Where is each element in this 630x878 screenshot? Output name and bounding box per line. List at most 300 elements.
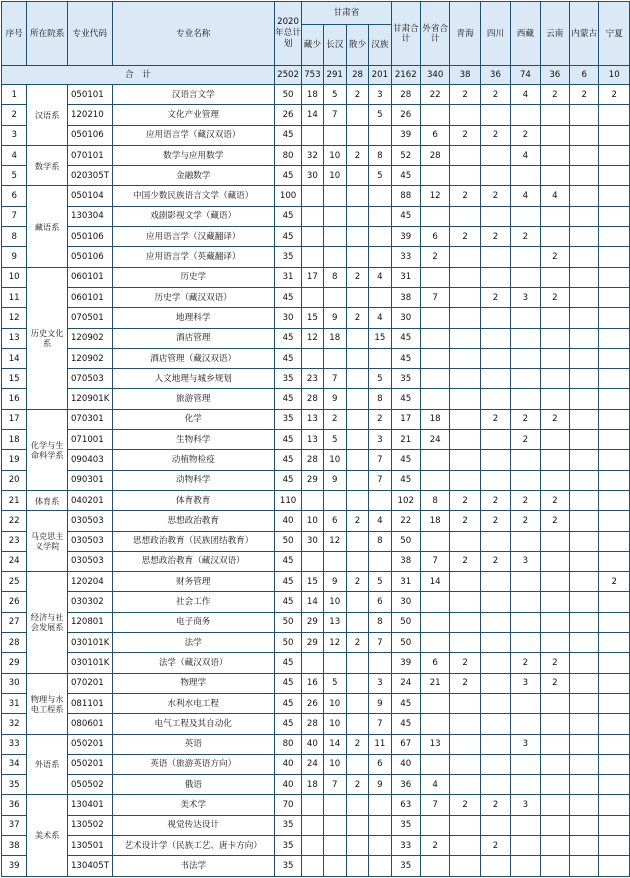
quota-cell (346, 125, 368, 145)
table-row (2, 450, 630, 470)
quota-cell: 63 (391, 795, 420, 815)
quota-cell: 36 (391, 775, 420, 795)
row-number: 10 (2, 267, 27, 287)
quota-cell: 18 (420, 409, 449, 429)
quota-cell (323, 835, 346, 855)
quota-cell (570, 247, 599, 267)
quota-cell (570, 592, 599, 612)
quota-cell (346, 430, 368, 450)
quota-cell (369, 835, 391, 855)
quota-cell: 21 (420, 673, 449, 693)
quota-cell (420, 693, 449, 713)
quota-cell (540, 470, 569, 490)
quota-cell (346, 531, 368, 551)
quota-cell: 30 (274, 308, 301, 328)
quota-cell (420, 531, 449, 551)
quota-cell (450, 206, 480, 226)
quota-cell: 5 (369, 572, 391, 592)
quota-cell (599, 409, 630, 429)
quota-cell: 35 (274, 247, 301, 267)
quota-cell: 28 (420, 145, 449, 165)
quota-cell (420, 348, 449, 368)
table-row (2, 227, 630, 247)
quota-cell: 17 (302, 267, 323, 287)
total-row (2, 66, 630, 85)
quota-cell (570, 308, 599, 328)
quota-cell (302, 795, 323, 815)
quota-cell (570, 145, 599, 165)
header-province: 西藏 (511, 2, 540, 66)
quota-cell: 45 (391, 693, 420, 713)
quota-cell (369, 125, 391, 145)
header-plan: 2020年总计划 (274, 2, 301, 66)
quota-cell (511, 389, 540, 409)
quota-cell: 3 (511, 287, 540, 307)
quota-cell (480, 369, 510, 389)
quota-cell: 22 (391, 511, 420, 531)
quota-cell (450, 328, 480, 348)
quota-cell: 2 (480, 409, 510, 429)
quota-cell (599, 795, 630, 815)
quota-cell (570, 572, 599, 592)
quota-cell: 2 (599, 85, 630, 105)
quota-cell (570, 348, 599, 368)
major-name: 思想政治教育 (112, 511, 274, 531)
quota-cell (511, 308, 540, 328)
header-province: 宁夏 (599, 2, 630, 66)
quota-cell (420, 105, 449, 125)
quota-cell: 24 (302, 754, 323, 774)
major-code: 070201 (67, 673, 112, 693)
table-row (2, 673, 630, 693)
quota-cell: 8 (420, 490, 449, 510)
quota-cell (511, 612, 540, 632)
quota-cell (570, 653, 599, 673)
quota-cell: 10 (323, 754, 346, 774)
quota-cell (599, 348, 630, 368)
row-number: 6 (2, 186, 27, 206)
quota-cell: 3 (369, 673, 391, 693)
quota-cell (480, 348, 510, 368)
dept-cell: 经济与社会发展系 (27, 572, 68, 673)
quota-cell: 26 (302, 693, 323, 713)
quota-cell: 7 (323, 105, 346, 125)
quota-cell (302, 206, 323, 226)
quota-cell (599, 511, 630, 531)
table-row (2, 551, 630, 571)
table-row (2, 693, 630, 713)
quota-cell (480, 775, 510, 795)
quota-cell: 35 (274, 369, 301, 389)
quota-cell (346, 105, 368, 125)
quota-cell (480, 633, 510, 653)
header-gansu-sub: 汉族 (369, 25, 391, 66)
quota-cell: 52 (391, 145, 420, 165)
quota-cell: 35 (274, 409, 301, 429)
quota-cell (599, 389, 630, 409)
quota-cell: 12 (420, 186, 449, 206)
header-province: 四川 (480, 2, 510, 66)
major-code: 070101 (67, 145, 112, 165)
major-code: 030101K (67, 633, 112, 653)
quota-cell (540, 430, 569, 450)
enrollment-plan-table (1, 1, 630, 877)
quota-cell (480, 754, 510, 774)
quota-cell (450, 714, 480, 734)
row-number: 7 (2, 206, 27, 226)
quota-cell (540, 835, 569, 855)
table-body (2, 66, 630, 877)
quota-cell: 38 (391, 551, 420, 571)
quota-cell (570, 612, 599, 632)
quota-cell (480, 856, 510, 876)
major-name: 数学与应用数学 (112, 145, 274, 165)
quota-cell (346, 450, 368, 470)
quota-cell: 2 (323, 409, 346, 429)
quota-cell (570, 856, 599, 876)
quota-cell (511, 633, 540, 653)
quota-cell (346, 835, 368, 855)
quota-cell (570, 511, 599, 531)
quota-cell: 9 (369, 693, 391, 713)
quota-cell (511, 267, 540, 287)
quota-cell: 10 (323, 592, 346, 612)
dept-cell: 汉语系 (27, 85, 68, 146)
quota-cell (599, 490, 630, 510)
quota-cell: 39 (391, 125, 420, 145)
quota-cell (599, 166, 630, 186)
quota-cell: 2 (450, 227, 480, 247)
quota-cell: 2 (450, 673, 480, 693)
quota-cell: 2 (346, 308, 368, 328)
table-row (2, 430, 630, 450)
quota-cell (420, 206, 449, 226)
total-cell: 201 (369, 66, 391, 85)
quota-cell (450, 267, 480, 287)
quota-cell (302, 287, 323, 307)
quota-cell (599, 592, 630, 612)
quota-cell: 5 (369, 105, 391, 125)
quota-cell: 35 (274, 856, 301, 876)
quota-cell (570, 206, 599, 226)
table-row (2, 531, 630, 551)
major-name: 电气工程及其自动化 (112, 714, 274, 734)
dept-cell: 物理与水电工程系 (27, 673, 68, 734)
quota-cell: 5 (323, 85, 346, 105)
quota-cell: 13 (420, 734, 449, 754)
quota-cell: 67 (391, 734, 420, 754)
quota-cell: 45 (274, 206, 301, 226)
quota-cell (420, 856, 449, 876)
quota-cell (420, 450, 449, 470)
quota-cell: 30 (302, 166, 323, 186)
major-name: 金融数学 (112, 166, 274, 186)
row-number: 24 (2, 551, 27, 571)
major-name: 汉语言文学 (112, 85, 274, 105)
quota-cell: 7 (323, 775, 346, 795)
quota-cell: 35 (391, 856, 420, 876)
quota-cell: 45 (274, 592, 301, 612)
quota-cell: 12 (323, 531, 346, 551)
header-gansu-sub: 散少 (346, 25, 368, 66)
quota-cell (346, 815, 368, 835)
major-name: 生物科学 (112, 430, 274, 450)
dept-cell: 数学系 (27, 145, 68, 186)
quota-cell: 45 (391, 714, 420, 734)
quota-cell (570, 450, 599, 470)
major-name: 动植物检疫 (112, 450, 274, 470)
table-row (2, 206, 630, 226)
major-name: 英语 (112, 734, 274, 754)
quota-cell: 2 (450, 125, 480, 145)
quota-cell: 50 (274, 612, 301, 632)
quota-cell (480, 430, 510, 450)
quota-cell: 45 (391, 328, 420, 348)
quota-cell: 11 (369, 734, 391, 754)
table-row (2, 592, 630, 612)
quota-cell (570, 673, 599, 693)
quota-cell: 45 (274, 328, 301, 348)
quota-cell (420, 815, 449, 835)
major-code: 030503 (67, 551, 112, 571)
row-number: 35 (2, 775, 27, 795)
quota-cell (599, 714, 630, 734)
table-row (2, 145, 630, 165)
quota-cell: 24 (391, 673, 420, 693)
quota-cell (599, 835, 630, 855)
quota-cell: 14 (302, 105, 323, 125)
quota-cell: 29 (302, 612, 323, 632)
table-row (2, 795, 630, 815)
quota-cell: 7 (369, 633, 391, 653)
major-name: 法学（藏汉双语） (112, 653, 274, 673)
quota-cell: 23 (302, 369, 323, 389)
quota-cell: 45 (274, 572, 301, 592)
quota-cell (346, 673, 368, 693)
quota-cell: 7 (420, 551, 449, 571)
quota-cell (511, 328, 540, 348)
quota-cell (599, 551, 630, 571)
table-row (2, 734, 630, 754)
quota-cell (420, 166, 449, 186)
quota-cell (511, 572, 540, 592)
quota-cell: 2 (540, 673, 569, 693)
quota-cell (511, 450, 540, 470)
quota-cell (511, 470, 540, 490)
quota-cell (420, 612, 449, 632)
quota-cell: 4 (511, 145, 540, 165)
quota-cell: 29 (302, 633, 323, 653)
major-name: 动物科学 (112, 470, 274, 490)
quota-cell (599, 653, 630, 673)
quota-cell (323, 795, 346, 815)
quota-cell: 40 (274, 754, 301, 774)
header-province: 内蒙古 (570, 2, 599, 66)
quota-cell (570, 470, 599, 490)
quota-cell: 8 (323, 267, 346, 287)
quota-cell: 3 (511, 673, 540, 693)
quota-cell: 7 (420, 287, 449, 307)
quota-cell: 5 (369, 166, 391, 186)
quota-cell (599, 227, 630, 247)
quota-cell: 2 (480, 795, 510, 815)
table-row (2, 856, 630, 876)
row-number: 31 (2, 693, 27, 713)
major-code: 120204 (67, 572, 112, 592)
quota-cell: 2 (570, 85, 599, 105)
quota-cell (480, 714, 510, 734)
row-number: 8 (2, 227, 27, 247)
quota-cell (420, 714, 449, 734)
quota-cell: 2 (346, 633, 368, 653)
quota-cell (511, 348, 540, 368)
quota-cell (540, 145, 569, 165)
row-number: 16 (2, 389, 27, 409)
quota-cell (570, 795, 599, 815)
quota-cell (599, 775, 630, 795)
quota-cell (511, 714, 540, 734)
quota-cell (570, 531, 599, 551)
dept-cell: 体育系 (27, 490, 68, 510)
quota-cell (450, 430, 480, 450)
major-name: 文化产业管理 (112, 105, 274, 125)
quota-cell (599, 247, 630, 267)
header-gansu-total: 甘肃合计 (391, 2, 420, 66)
quota-cell (480, 328, 510, 348)
quota-cell: 31 (391, 267, 420, 287)
quota-cell (540, 551, 569, 571)
major-code: 050101 (67, 85, 112, 105)
quota-cell: 7 (369, 450, 391, 470)
quota-cell: 4 (369, 308, 391, 328)
table-row (2, 754, 630, 774)
quota-cell: 5 (323, 673, 346, 693)
table-row (2, 653, 630, 673)
quota-cell (346, 795, 368, 815)
quota-cell: 45 (274, 693, 301, 713)
major-name: 历史学 (112, 267, 274, 287)
quota-cell (511, 815, 540, 835)
quota-cell: 10 (302, 511, 323, 531)
quota-cell: 18 (302, 775, 323, 795)
total-cell: 74 (511, 66, 540, 85)
quota-cell: 2 (540, 490, 569, 510)
quota-cell: 2 (420, 835, 449, 855)
quota-cell: 50 (391, 633, 420, 653)
quota-cell (346, 348, 368, 368)
quota-cell (540, 166, 569, 186)
quota-cell (420, 470, 449, 490)
quota-cell (599, 145, 630, 165)
quota-cell: 2 (346, 145, 368, 165)
total-cell: 38 (450, 66, 480, 85)
quota-cell (540, 105, 569, 125)
quota-cell (599, 531, 630, 551)
major-name: 戏剧影视文学（藏语） (112, 206, 274, 226)
quota-cell: 2 (511, 409, 540, 429)
quota-cell: 24 (420, 430, 449, 450)
quota-cell: 45 (274, 551, 301, 571)
quota-cell: 45 (391, 450, 420, 470)
quota-cell (346, 227, 368, 247)
quota-cell: 50 (274, 85, 301, 105)
table-row (2, 308, 630, 328)
quota-cell (570, 551, 599, 571)
major-name: 书法学 (112, 856, 274, 876)
quota-cell (450, 592, 480, 612)
quota-cell (570, 105, 599, 125)
quota-cell: 2 (450, 186, 480, 206)
quota-cell (323, 186, 346, 206)
table-row (2, 835, 630, 855)
quota-cell (450, 470, 480, 490)
quota-cell (480, 389, 510, 409)
quota-cell: 10 (323, 693, 346, 713)
quota-cell: 40 (274, 775, 301, 795)
quota-cell: 3 (511, 795, 540, 815)
quota-cell (450, 815, 480, 835)
quota-cell: 100 (274, 186, 301, 206)
row-number: 21 (2, 490, 27, 510)
major-code: 050502 (67, 775, 112, 795)
quota-cell: 7 (369, 714, 391, 734)
quota-cell (570, 775, 599, 795)
quota-cell: 5 (369, 369, 391, 389)
quota-cell (369, 856, 391, 876)
major-name: 财务管理 (112, 572, 274, 592)
major-name: 思想政治教育（藏汉双语） (112, 551, 274, 571)
quota-cell: 9 (323, 572, 346, 592)
quota-cell (570, 328, 599, 348)
quota-cell: 2 (369, 409, 391, 429)
quota-cell: 2 (511, 125, 540, 145)
major-code: 090403 (67, 450, 112, 470)
quota-cell (540, 308, 569, 328)
dept-cell: 马克思主义学院 (27, 511, 68, 572)
quota-cell: 15 (302, 572, 323, 592)
quota-cell (570, 166, 599, 186)
row-number: 27 (2, 612, 27, 632)
quota-cell: 6 (420, 125, 449, 145)
quota-cell: 8 (369, 389, 391, 409)
quota-cell (450, 308, 480, 328)
quota-cell (599, 186, 630, 206)
quota-cell (540, 572, 569, 592)
major-code: 071001 (67, 430, 112, 450)
quota-cell: 3 (369, 85, 391, 105)
quota-cell (450, 166, 480, 186)
major-code: 120902 (67, 348, 112, 368)
quota-cell (540, 125, 569, 145)
major-code: 030101K (67, 653, 112, 673)
quota-cell (450, 734, 480, 754)
quota-cell (570, 186, 599, 206)
quota-cell: 28 (302, 450, 323, 470)
quota-cell: 10 (323, 145, 346, 165)
quota-cell: 2 (480, 835, 510, 855)
quota-cell: 35 (274, 835, 301, 855)
quota-cell: 2 (540, 287, 569, 307)
header-dept: 所在院系 (27, 2, 68, 66)
table-row (2, 409, 630, 429)
quota-cell: 2 (511, 490, 540, 510)
major-name: 法学 (112, 633, 274, 653)
quota-cell (420, 389, 449, 409)
table-row (2, 714, 630, 734)
quota-cell: 2 (511, 653, 540, 673)
major-code: 120210 (67, 105, 112, 125)
quota-cell (480, 308, 510, 328)
